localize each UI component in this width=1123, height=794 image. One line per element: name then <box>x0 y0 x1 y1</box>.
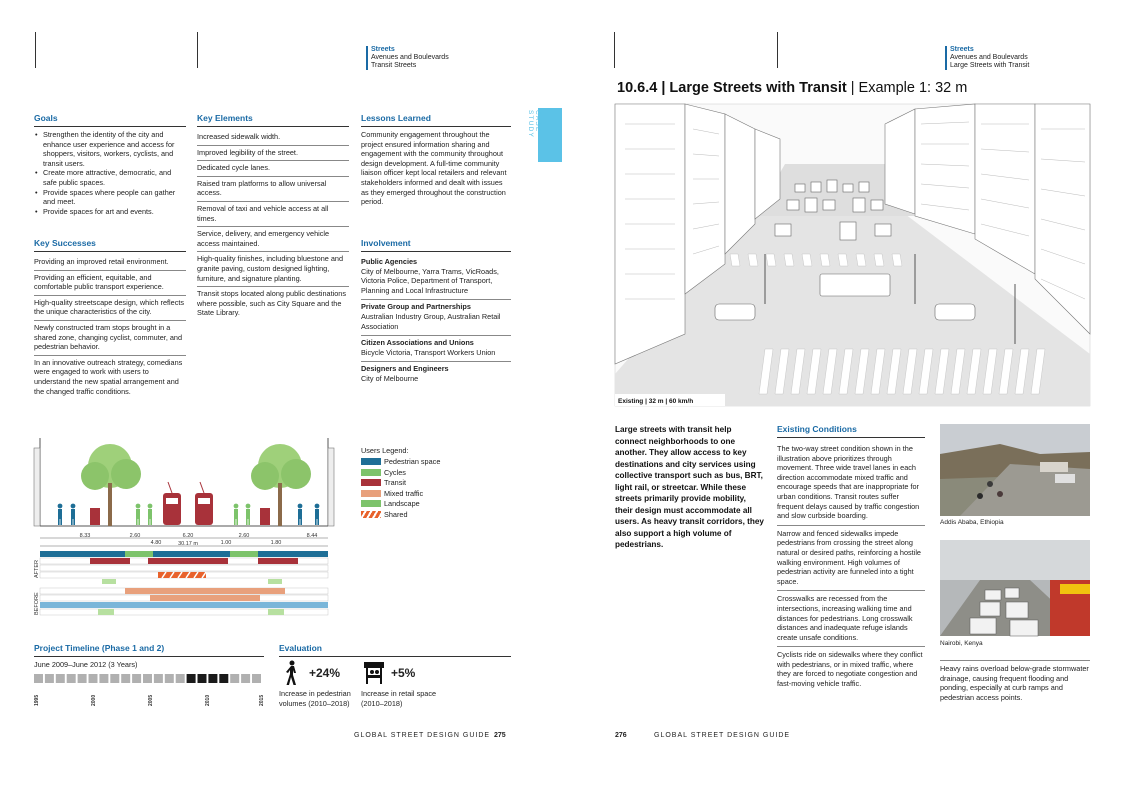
pedestrian-stat-label: Increase in pedestrian volumes (2010–2018) <box>279 689 351 708</box>
photo-note: Heavy rains overload below-grade stormwater drainage, causing frequent flooding and ponding, especially at curb ramps and pedestrian access points. <box>940 660 1090 702</box>
existing-conditions-heading: Existing Conditions <box>777 424 925 438</box>
timeline-year: 2010 <box>205 694 211 706</box>
involvement-group-text: City of Melbourne <box>361 373 419 383</box>
dimension-label: 6.20 <box>182 533 194 539</box>
timeline-cell <box>198 674 207 683</box>
involvement-heading: Involvement <box>361 238 511 252</box>
timeline-cell <box>99 674 108 683</box>
evaluation-section <box>279 643 511 660</box>
legend-swatch <box>361 490 381 497</box>
timeline-cell <box>230 674 239 683</box>
lessons-learned-heading: Lessons Learned <box>361 113 511 127</box>
involvement-group-text: Bicycle Victoria, Transport Workers Union <box>361 347 496 357</box>
goals-section <box>34 113 186 216</box>
timeline-cell <box>89 674 98 683</box>
street-section-diagram <box>30 438 350 618</box>
legend-item: Cycles <box>361 467 501 478</box>
dimension-label: 1.00 <box>220 540 232 546</box>
timeline-bar <box>34 674 264 714</box>
page-number-left: 275 <box>494 732 506 739</box>
timeline-cell <box>143 674 152 683</box>
timeline-section <box>34 643 264 670</box>
dimension-label: 8.33 <box>79 533 91 539</box>
lead-paragraph: Large streets with transit help connect neighborhoods to one another. They allow access to key destinations and city services using collective transport such as bus, BRT, light rail, or streetcar. While these streets primarily provide mobility, their design must accommodate all users. As heavy transit corridors, they also support a high volume of pedestrians. <box>615 425 764 549</box>
timeline-cell <box>67 674 76 683</box>
crosswalk-stripe <box>892 254 902 266</box>
crosswalk-stripe <box>730 254 740 266</box>
timeline-cell <box>45 674 54 683</box>
involvement-section <box>361 238 511 388</box>
crosswalk-stripe <box>820 254 830 266</box>
list-item: Providing an improved retail environment. <box>34 255 186 271</box>
timeline-cell <box>208 674 217 683</box>
goals-list <box>34 130 186 216</box>
timeline-cell <box>219 674 228 683</box>
legend-item: Shared <box>361 509 501 520</box>
timeline-cell <box>78 674 87 683</box>
pedestrian-stat-value: +24% <box>309 666 341 680</box>
timeline-cell <box>176 674 185 683</box>
case-study-tab: CASE STUDY <box>524 108 562 162</box>
crosswalk-stripe <box>784 254 794 266</box>
tram-icon <box>163 493 213 525</box>
key-elements-section <box>197 113 349 321</box>
after-label: AFTER <box>34 559 40 578</box>
involvement-group-title: Public Agencies <box>361 257 418 266</box>
timeline-cell <box>110 674 119 683</box>
page-number-right: 276 <box>615 732 627 739</box>
crosswalk-stripe <box>802 254 812 266</box>
footer-guide-right: GLOBAL STREET DESIGN GUIDE <box>654 732 791 739</box>
list-item: • Create more attractive, democratic, and safe public spaces. <box>34 168 186 187</box>
evaluation-heading: Evaluation <box>279 643 511 657</box>
timeline-year: 2000 <box>91 694 97 706</box>
illustration-caption: Existing | 32 m | 60 km/h <box>618 398 694 405</box>
list-item: Dedicated cycle lanes. <box>197 161 349 177</box>
list-item: Transit stops located along public destinations where possible, such as City Square and the State Library. <box>197 289 346 318</box>
list-item: Increased sidewalk width. <box>197 130 349 146</box>
list-item: Providing an efficient, equitable, and comfortable public transport experience. <box>34 271 186 296</box>
timeline-cell <box>121 674 130 683</box>
legend-swatch <box>361 479 381 486</box>
dimension-label: 2.60 <box>129 533 141 539</box>
legend-swatch <box>361 500 381 507</box>
photo-caption: Addis Ababa, Ethiopia <box>940 519 1004 526</box>
cyclist-icon <box>136 504 251 525</box>
lessons-learned-text: Community engagement throughout the project ensured information sharing and engagement with the community throughout design development. A full-time community liaison officer kept local retailers and relevant stakeholders informed and dealt with issues as they emerged throughout the construction period. <box>361 130 507 207</box>
list-item: Newly constructed tram stops brought in a shared zone, changing cyclist, commuter, and pedestrian behavior. <box>34 321 186 356</box>
users-legend-title: Users Legend: <box>361 446 409 455</box>
legend-item: Pedestrian space <box>361 457 501 468</box>
involvement-group-title: Private Group and Partnerships <box>361 302 471 312</box>
timeline-year: 2005 <box>148 694 154 706</box>
involvement-group-title: Citizen Associations and Unions <box>361 338 474 348</box>
retail-stat-label: Increase in retail space (2010–2018) <box>361 689 437 708</box>
dimension-label: 2.60 <box>238 533 250 539</box>
breadcrumb-left: Streets Avenues and Boulevards Transit Streets <box>366 46 449 70</box>
legend-swatch <box>361 458 381 465</box>
paragraph: The two-way street condition shown in the illustration above prioritizes through movement. Three wide travel lanes in each direction accommodate mixed traffic and encourage speeds that are inappropriate for urban conditions. Transit routes suffer frequent delays caused by traffic congestion and slow curbside boarding. <box>777 441 925 526</box>
retail-stat-value: +5% <box>391 666 416 680</box>
legend-item: Mixed traffic <box>361 488 501 499</box>
timeline-cell <box>165 674 174 683</box>
breadcrumb-right: Streets Avenues and Boulevards Large Streets with Transit <box>945 46 1029 70</box>
crosswalk-stripe <box>766 254 776 266</box>
goals-heading: Goals <box>34 113 186 127</box>
timeline-cell <box>252 674 261 683</box>
timeline-cell <box>241 674 250 683</box>
list-item: High-quality finishes, including bluestone and granite paving, custom designed lighting, furniture, and signature planting. <box>197 252 349 287</box>
involvement-group-text: Australian Industry Group, Australian Retail Association <box>361 311 501 331</box>
users-legend <box>361 446 501 520</box>
footer-guide-left: GLOBAL STREET DESIGN GUIDE <box>354 732 491 739</box>
timeline-year: 2015 <box>259 694 265 706</box>
legend-swatch <box>361 469 381 476</box>
timeline-range: June 2009–June 2012 (3 Years) <box>34 660 138 669</box>
key-successes-section <box>34 238 186 399</box>
legend-swatch <box>361 511 381 518</box>
crosswalk-stripe <box>748 254 758 266</box>
timeline-heading: Project Timeline (Phase 1 and 2) <box>34 643 264 657</box>
timeline-cell <box>154 674 163 683</box>
dimension-label: 4.80 <box>150 540 162 546</box>
list-item: High-quality streetscape design, which reflects the unique characteristics of the city. <box>34 296 186 321</box>
lessons-learned-section <box>361 113 511 207</box>
timeline-cell <box>132 674 141 683</box>
existing-conditions-section <box>777 424 925 693</box>
involvement-group-text: City of Melbourne, Yarra Trams, VicRoads, Victoria Police, Department of Transport, Planning and Local Infrastructure <box>361 266 499 295</box>
crosswalk-stripe <box>838 254 848 266</box>
legend-item: Transit <box>361 478 501 489</box>
list-item: In an innovative outreach strategy, comedians were engaged to work with users to understand the new spatial arrangement and the changed traffic conditions. <box>34 357 183 396</box>
list-item: Removal of taxi and vehicle access at all times. <box>197 202 349 227</box>
legend-item: Landscape <box>361 499 501 510</box>
pedestrian-walking-icon <box>285 660 299 686</box>
paragraph: Narrow and fenced sidewalks impede pedestrians from crossing the street along natural or desired paths, reinforcing a hostile walking environment. High volumes of pedestrian activity are funneled into a tight space. <box>777 526 925 592</box>
crosswalk-stripe <box>874 254 884 266</box>
before-diagram <box>40 588 328 615</box>
page-title: 10.6.4 | Large Streets with Transit | Example 1: 32 m <box>617 80 968 96</box>
crosswalk-stripe <box>856 254 866 266</box>
dimension-label: 8.44 <box>306 533 318 539</box>
timeline-cell <box>56 674 65 683</box>
dimension-total: 30.17 m <box>178 541 198 547</box>
list-item: Service, delivery, and emergency vehicle access maintained. <box>197 227 349 252</box>
timeline-cell <box>187 674 196 683</box>
key-successes-heading: Key Successes <box>34 238 186 252</box>
photo-nairobi <box>940 540 1090 636</box>
market-stall-icon <box>363 661 385 685</box>
list-item: • Strengthen the identity of the city and enhance user experience and access for shoppers, visitors, workers, cyclists, and transit users. <box>34 130 186 168</box>
involvement-group-title: Designers and Engineers <box>361 364 449 374</box>
street-illustration <box>615 104 1090 406</box>
paragraph: Cyclists ride on sidewalks where they conflict with pedestrians, or in mixed traffic, where they are forced to negotiate congestion and fast-moving vehicle traffic. <box>777 650 923 689</box>
list-item: Raised tram platforms to allow universal access. <box>197 177 349 202</box>
list-item: • Provide spaces where people can gather and meet. <box>34 188 186 207</box>
after-diagram <box>40 551 328 584</box>
dimension-label: 1.80 <box>270 540 282 546</box>
list-item: Improved legibility of the street. <box>197 146 349 162</box>
before-label: BEFORE <box>34 592 40 615</box>
timeline-cell <box>34 674 43 683</box>
key-elements-heading: Key Elements <box>197 113 349 127</box>
photo-caption: Nairobi, Kenya <box>940 640 983 647</box>
timeline-year: 1995 <box>34 694 40 706</box>
paragraph: Crosswalks are recessed from the intersections, increasing walking time and distances for pedestrians. Long crosswalk distances and inadequate refuge islands create unsafe conditions. <box>777 591 925 647</box>
list-item: • Provide spaces for art and events. <box>34 207 186 217</box>
photo-addis-ababa <box>940 424 1090 516</box>
